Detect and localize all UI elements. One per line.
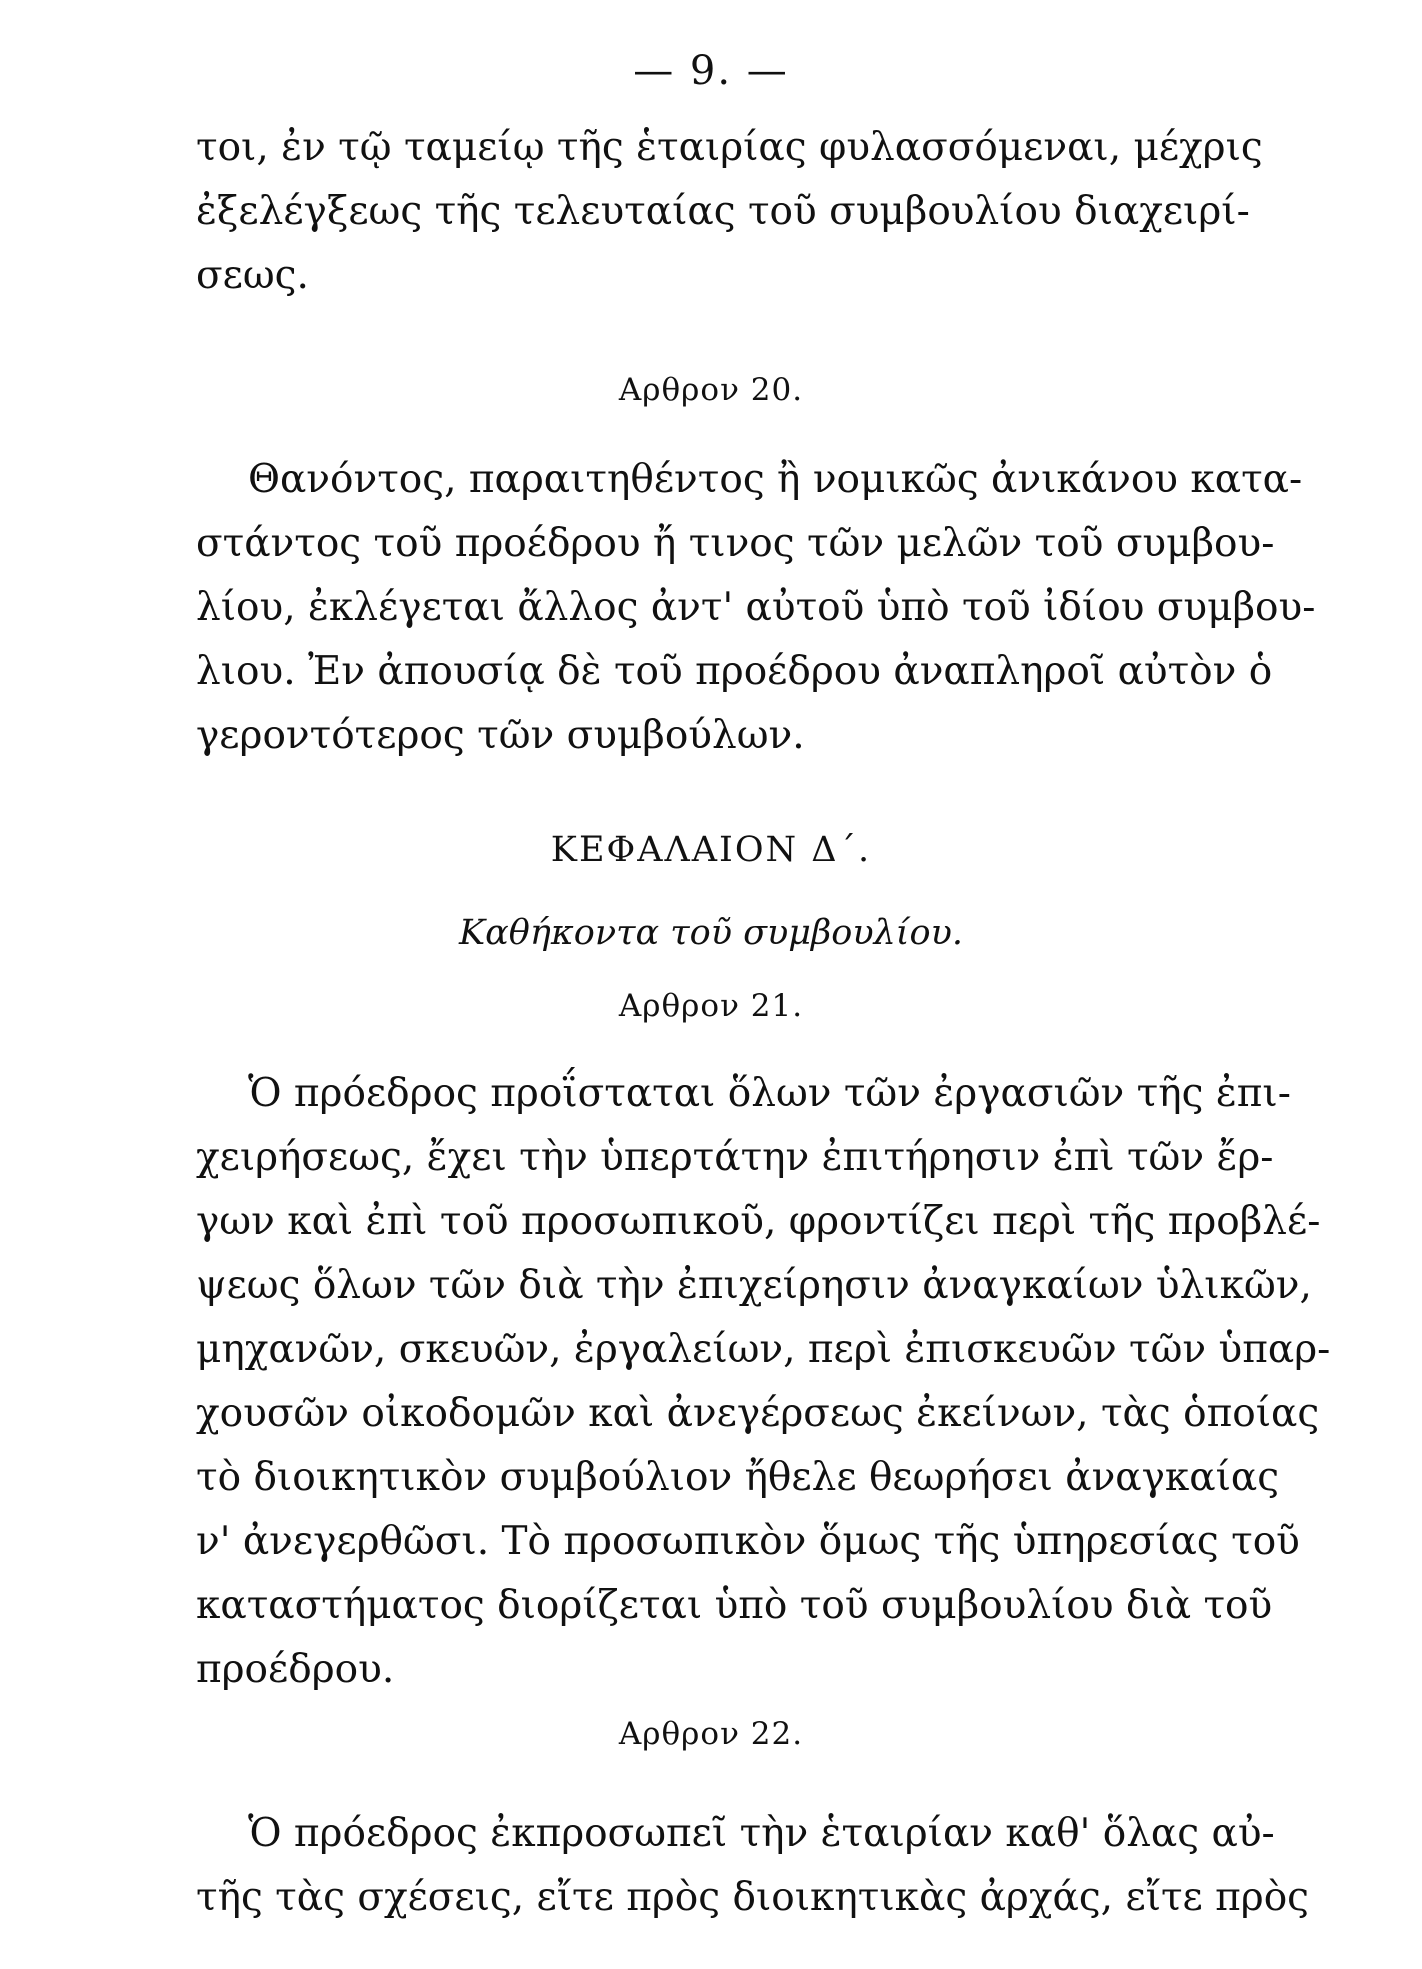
chapter-heading: ΚΕΦΑΛΑΙΟΝ Δ΄. <box>550 830 872 870</box>
text-line: ν' ἀνεγερθῶσι. Τὸ προσωπικὸν ὅμως τῆς ὑπηρεσίας τοῦ <box>196 1519 1300 1564</box>
text-line: Ὁ πρόεδρος ἐκπροσωπεῖ τὴν ἑταιρίαν καθ' ὅλας αὐ- <box>248 1811 1275 1856</box>
chapter-subtitle: Καθήκοντα τοῦ συμβουλίου. <box>459 913 963 953</box>
article-21-heading: Αρθρον 21. <box>618 988 804 1024</box>
text-line: προέδρου. <box>196 1647 395 1692</box>
opening-paragraph <box>196 116 1263 308</box>
text-line: στάντος τοῦ προέδρου ἤ τινος τῶν μελῶν τοῦ συμβου- <box>196 521 1275 566</box>
text-line: γων καὶ ἐπὶ τοῦ προσωπικοῦ, φροντίζει περὶ τῆς προβλέ- <box>196 1199 1321 1244</box>
text-line: καταστήματος διορίζεται ὑπὸ τοῦ συμβουλίου διὰ τοῦ <box>196 1583 1273 1628</box>
text-line: χειρήσεως, ἔχει τὴν ὑπερτάτην ἐπιτήρησιν ἐπὶ τῶν ἔρ- <box>196 1135 1274 1180</box>
text-line: λίου, ἐκλέγεται ἄλλος ἀντ' αὐτοῦ ὑπὸ τοῦ ἰδίου συμβου- <box>196 585 1316 630</box>
text-line: τοι, ἐν τῷ ταμείῳ τῆς ἑταιρίας φυλασσόμεναι, μέχρις <box>196 125 1263 170</box>
text-line: χουσῶν οἰκοδομῶν καὶ ἀνεγέρσεως ἐκείνων, τὰς ὁποίας <box>196 1391 1320 1436</box>
article-22-paragraph <box>196 1802 1310 1930</box>
text-line: ψεως ὅλων τῶν διὰ τὴν ἐπιχείρησιν ἀναγκαίων ὑλικῶν, <box>196 1263 1312 1308</box>
text-line: Ὁ πρόεδρος προΐσταται ὅλων τῶν ἐργασιῶν τῆς ἐπι- <box>248 1071 1291 1116</box>
page-number: — 9. — <box>633 48 789 94</box>
text-line: ἐξελέγξεως τῆς τελευταίας τοῦ συμβουλίου διαχειρί- <box>196 189 1250 234</box>
article-22-heading: Αρθρον 22. <box>618 1716 804 1752</box>
text-line: μηχανῶν, σκευῶν, ἐργαλείων, περὶ ἐπισκευῶν τῶν ὑπαρ- <box>196 1327 1331 1372</box>
text-line: τὸ διοικητικὸν συμβούλιον ἤθελε θεωρήσει ἀναγκαίας <box>196 1455 1280 1500</box>
article-20-heading: Αρθρον 20. <box>618 372 804 408</box>
text-line: σεως. <box>196 253 309 298</box>
article-20-paragraph <box>196 448 1316 768</box>
article-21-paragraph <box>196 1062 1331 1702</box>
text-line: γεροντότερος τῶν συμβούλων. <box>196 713 805 758</box>
text-line: Θανόντος, παραιτηθέντος ἢ νομικῶς ἀνικάνου κατα- <box>248 457 1303 502</box>
text-line: τῆς τὰς σχέσεις, εἴτε πρὸς διοικητικὰς ἀρχάς, εἴτε πρὸς <box>196 1875 1310 1920</box>
text-line: λιου. Ἐν ἀπουσίᾳ δὲ τοῦ προέδρου ἀναπληροῖ αὐτὸν ὁ <box>196 649 1273 694</box>
